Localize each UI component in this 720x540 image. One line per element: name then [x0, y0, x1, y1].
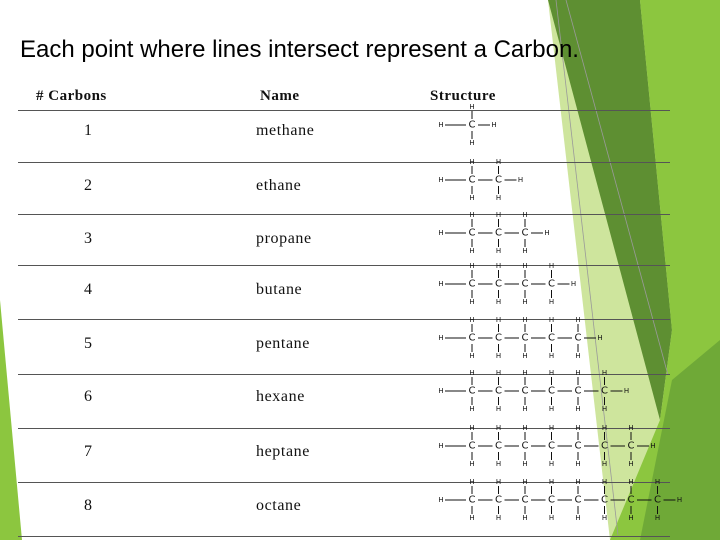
hydrogen-atom-label: H	[469, 247, 475, 255]
hydrogen-atom-label: H	[654, 514, 661, 522]
hydrogen-atom-label: H	[628, 478, 634, 486]
hydrogen-atom-label: H	[495, 298, 502, 306]
carbon-count: 6	[84, 388, 92, 405]
carbon-atom-label: C	[468, 440, 476, 452]
hydrogen-atom-label: H	[628, 460, 634, 468]
structural-formula	[422, 211, 672, 272]
hydrogen-atom-label: H	[575, 478, 581, 486]
carbon-atom-label: C	[468, 494, 476, 506]
hydrogen-atom-label: H	[601, 405, 608, 413]
carbon-atom-label: C	[548, 332, 555, 344]
carbon-atom-label: C	[521, 440, 529, 452]
carbon-count: 4	[84, 281, 92, 298]
carbon-atom-label: C	[627, 494, 635, 506]
hydrogen-atom-label: H	[469, 158, 475, 166]
carbon-atom-label: C	[521, 278, 529, 290]
carbon-atom-label: C	[654, 494, 661, 506]
header-carbons: # Carbons	[36, 88, 107, 104]
hydrogen-atom-label: H	[522, 262, 528, 270]
hydrogen-atom-label: H	[548, 316, 555, 324]
hydrogen-atom-label: H	[469, 405, 475, 413]
hydrogen-atom-label: H	[575, 514, 581, 522]
hydrogen-atom-label: H	[495, 424, 502, 432]
hydrogen-atom-label: H	[548, 262, 555, 270]
structural-formula	[422, 316, 672, 377]
hydrogen-atom-label: H	[522, 247, 528, 255]
hydrogen-atom-label: H	[495, 460, 502, 468]
hydrogen-atom-label: H	[650, 442, 656, 450]
hydrogen-atom-label: H	[495, 211, 502, 219]
carbon-atom-label: C	[548, 278, 555, 290]
carbon-atom-label: C	[495, 440, 502, 452]
hydrogen-atom-label: H	[469, 298, 475, 306]
carbon-atom-label: C	[468, 227, 476, 239]
hydrogen-atom-label: H	[575, 460, 581, 468]
carbon-atom-label: C	[601, 385, 608, 397]
carbon-atom-label: C	[468, 385, 476, 397]
hydrogen-atom-label: H	[544, 229, 550, 237]
hydrogen-atom-label: H	[522, 460, 528, 468]
carbon-atom-label: C	[495, 494, 502, 506]
hydrogen-atom-label: H	[597, 334, 603, 342]
carbon-atom-label: C	[468, 278, 476, 290]
hydrogen-atom-label: H	[438, 229, 444, 237]
alkane-name: pentane	[256, 335, 310, 352]
carbon-atom-label: C	[574, 385, 582, 397]
hydrogen-atom-label: H	[438, 387, 444, 395]
hydrogen-atom-label: H	[438, 496, 444, 504]
carbon-atom-label: C	[468, 174, 476, 186]
alkane-name: octane	[256, 497, 302, 514]
hydrogen-atom-label: H	[570, 280, 577, 288]
hydrogen-atom-label: H	[601, 424, 608, 432]
hydrogen-atom-label: H	[495, 158, 502, 166]
hydrogen-atom-label: H	[469, 460, 475, 468]
carbon-atom-label: C	[495, 332, 502, 344]
table-header-row	[18, 84, 670, 112]
structural-formula	[422, 158, 672, 219]
hydrogen-atom-label: H	[623, 387, 630, 395]
hydrogen-atom-label: H	[548, 460, 555, 468]
table-rule	[18, 110, 670, 111]
hydrogen-atom-label: H	[495, 262, 502, 270]
hydrogen-atom-label: H	[469, 352, 475, 360]
hydrogen-atom-label: H	[575, 316, 581, 324]
hydrogen-atom-label: H	[654, 478, 661, 486]
hydrogen-atom-label: H	[469, 369, 475, 377]
hydrogen-atom-label: H	[438, 121, 444, 129]
alkane-name: methane	[256, 122, 315, 139]
hydrogen-atom-label: H	[548, 478, 555, 486]
hydrogen-atom-label: H	[495, 514, 502, 522]
carbon-atom-label: C	[574, 494, 582, 506]
carbon-atom-label: C	[548, 440, 555, 452]
hydrogen-atom-label: H	[522, 298, 528, 306]
hydrogen-atom-label: H	[575, 352, 581, 360]
carbon-count: 8	[84, 497, 92, 514]
hydrogen-atom-label: H	[601, 478, 608, 486]
hydrogen-atom-label: H	[522, 424, 528, 432]
carbon-atom-label: C	[468, 332, 476, 344]
hydrogen-atom-label: H	[495, 316, 502, 324]
structural-formula	[422, 103, 672, 164]
hydrogen-atom-label: H	[522, 405, 528, 413]
header-name: Name	[260, 88, 300, 104]
hydrogen-atom-label: H	[469, 424, 475, 432]
hydrogen-atom-label: H	[469, 103, 475, 111]
structural-formula	[422, 262, 672, 323]
alkane-name: butane	[256, 281, 303, 298]
hydrogen-atom-label: H	[676, 496, 683, 504]
carbon-atom-label: C	[521, 227, 529, 239]
carbon-atom-label: C	[548, 385, 555, 397]
hydrogen-atom-label: H	[469, 316, 475, 324]
hydrogen-atom-label: H	[522, 211, 528, 219]
hydrogen-atom-label: H	[495, 247, 502, 255]
hydrogen-atom-label: H	[469, 262, 475, 270]
hydrogen-atom-label: H	[548, 352, 555, 360]
hydrogen-atom-label: H	[575, 424, 581, 432]
structural-formula	[422, 424, 672, 485]
carbon-atom-label: C	[495, 278, 502, 290]
hydrogen-atom-label: H	[438, 280, 444, 288]
carbon-atom-label: C	[521, 494, 529, 506]
structural-formula	[422, 478, 683, 539]
hydrogen-atom-label: H	[491, 121, 497, 129]
hydrogen-atom-label: H	[601, 514, 608, 522]
slide-title: Each point where lines intersect represent a Carbon.	[20, 36, 579, 63]
hydrogen-atom-label: H	[575, 405, 581, 413]
alkane-name: heptane	[256, 443, 310, 460]
alkane-table	[18, 84, 683, 540]
hydrogen-atom-label: H	[495, 194, 502, 202]
carbon-count: 3	[84, 230, 92, 247]
hydrogen-atom-label: H	[495, 478, 502, 486]
carbon-count: 7	[84, 443, 92, 460]
hydrogen-atom-label: H	[469, 478, 475, 486]
hydrogen-atom-label: H	[438, 176, 444, 184]
hydrogen-atom-label: H	[575, 369, 581, 377]
carbon-atom-label: C	[627, 440, 635, 452]
carbon-atom-label: C	[521, 385, 529, 397]
hydrogen-atom-label: H	[628, 514, 634, 522]
carbon-atom-label: C	[601, 440, 608, 452]
hydrogen-atom-label: H	[601, 460, 608, 468]
hydrogen-atom-label: H	[495, 405, 502, 413]
carbon-atom-label: C	[495, 227, 502, 239]
alkane-name: ethane	[256, 177, 302, 194]
hydrogen-atom-label: H	[495, 352, 502, 360]
hydrogen-atom-label: H	[469, 514, 475, 522]
hydrogen-atom-label: H	[469, 139, 475, 147]
structural-formula	[422, 369, 672, 430]
hydrogen-atom-label: H	[469, 194, 475, 202]
hydrogen-atom-label: H	[522, 478, 528, 486]
carbon-count: 2	[84, 177, 92, 194]
hydrogen-atom-label: H	[548, 514, 555, 522]
carbon-atom-label: C	[548, 494, 555, 506]
hydrogen-atom-label: H	[548, 369, 555, 377]
carbon-atom-label: C	[495, 385, 502, 397]
hydrogen-atom-label: H	[522, 316, 528, 324]
carbon-atom-label: C	[574, 332, 582, 344]
hydrogen-atom-label: H	[548, 298, 555, 306]
carbon-atom-label: C	[468, 119, 476, 131]
hydrogen-atom-label: H	[517, 176, 524, 184]
hydrogen-atom-label: H	[469, 211, 475, 219]
hydrogen-atom-label: H	[628, 424, 634, 432]
hydrogen-atom-label: H	[522, 369, 528, 377]
hydrogen-atom-label: H	[548, 405, 555, 413]
header-structure: Structure	[430, 88, 496, 104]
hydrogen-atom-label: H	[438, 442, 444, 450]
carbon-count: 1	[84, 122, 92, 139]
carbon-atom-label: C	[521, 332, 529, 344]
alkane-name: hexane	[256, 388, 305, 405]
hydrogen-atom-label: H	[601, 369, 608, 377]
hydrogen-atom-label: H	[522, 352, 528, 360]
alkane-name: propane	[256, 230, 312, 247]
hydrogen-atom-label: H	[522, 514, 528, 522]
carbon-count: 5	[84, 335, 92, 352]
carbon-atom-label: C	[495, 174, 502, 186]
carbon-atom-label: C	[574, 440, 582, 452]
hydrogen-atom-label: H	[438, 334, 444, 342]
hydrogen-atom-label: H	[548, 424, 555, 432]
hydrogen-atom-label: H	[495, 369, 502, 377]
carbon-atom-label: C	[601, 494, 608, 506]
